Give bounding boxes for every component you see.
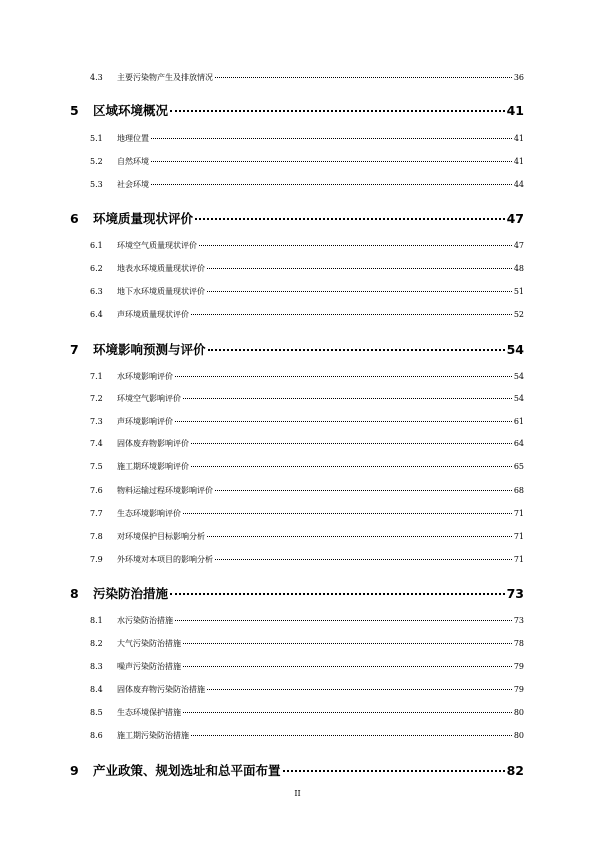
toc-entry-page-number: 65: [513, 462, 524, 471]
dot-leader: [195, 218, 505, 220]
toc-entry-number: 7.4: [90, 439, 103, 448]
toc-chapter-entry[interactable]: [70, 101, 524, 119]
toc-entry-number: 8.5: [90, 708, 103, 717]
toc-entry-page-number: 80: [513, 731, 524, 740]
toc-section-entry[interactable]: [90, 309, 524, 320]
dot-leader: [183, 666, 512, 667]
toc-entry-number: 6.4: [90, 310, 103, 319]
toc-section-entry[interactable]: [90, 416, 524, 427]
toc-section-entry[interactable]: [90, 263, 524, 274]
toc-entry-title: 地表水环境质量现状评价: [117, 264, 205, 273]
toc-entry-page-number: 47: [513, 241, 524, 250]
toc-entry-number: 8.6: [90, 731, 103, 740]
toc-entry-title: 社会环境: [117, 180, 149, 189]
toc-entry-title: 固体废弃物影响评价: [117, 439, 189, 448]
toc-chapter-entry[interactable]: [70, 761, 524, 779]
toc-entry-title: 施工期污染防治措施: [117, 731, 189, 740]
toc-entry-title: 大气污染防治措施: [117, 639, 181, 648]
toc-entry-page-number: 71: [513, 532, 524, 541]
dot-leader: [183, 712, 512, 713]
dot-leader: [183, 398, 512, 399]
toc-entry-page-number: 73: [506, 586, 524, 601]
toc-entry-number: 5.2: [90, 157, 103, 166]
toc-entry-number: 6.2: [90, 264, 103, 273]
toc-entry-number: 7.6: [90, 486, 103, 495]
toc-entry-number: 8: [70, 586, 79, 601]
toc-section-entry[interactable]: [90, 485, 524, 496]
toc-entry-title: 水污染防治措施: [117, 616, 173, 625]
toc-section-entry[interactable]: [90, 508, 524, 519]
toc-entry-number: 7.9: [90, 555, 103, 564]
dot-leader: [183, 513, 512, 514]
toc-section-entry[interactable]: [90, 179, 524, 190]
dot-leader: [208, 349, 505, 351]
toc-entry-page-number: 52: [513, 310, 524, 319]
toc-section-entry[interactable]: [90, 461, 524, 472]
toc-section-entry[interactable]: [90, 286, 524, 297]
toc-entry-page-number: 73: [513, 616, 524, 625]
toc-entry-number: 8.2: [90, 639, 103, 648]
toc-entry-title: 环境质量现状评价: [93, 211, 194, 226]
dot-leader: [215, 559, 512, 560]
toc-entry-title: 产业政策、规划选址和总平面布置: [93, 763, 281, 778]
dot-leader: [183, 643, 512, 644]
toc-entry-title: 噪声污染防治措施: [117, 662, 181, 671]
toc-entry-title: 污染防治措施: [93, 586, 169, 601]
toc-entry-title: 地下水环境质量现状评价: [117, 287, 205, 296]
toc-entry-number: 8.1: [90, 616, 103, 625]
toc-entry-page-number: 79: [513, 685, 524, 694]
toc-entry-page-number: 71: [513, 555, 524, 564]
toc-entry-page-number: 68: [513, 486, 524, 495]
dot-leader: [207, 268, 512, 269]
dot-leader: [215, 77, 512, 78]
toc-entry-number: 5.3: [90, 180, 103, 189]
dot-leader: [283, 770, 505, 772]
toc-entry-number: 6.1: [90, 241, 103, 250]
dot-leader: [191, 443, 512, 444]
dot-leader: [170, 593, 505, 595]
toc-entry-page-number: 61: [513, 417, 524, 426]
toc-entry-title: 地理位置: [117, 134, 149, 143]
toc-entry-title: 生态环境影响评价: [117, 509, 181, 518]
toc-entry-page-number: 54: [506, 342, 524, 357]
toc-entry-title: 环境空气质量现状评价: [117, 241, 197, 250]
toc-entry-number: 7.3: [90, 417, 103, 426]
toc-entry-number: 7.8: [90, 532, 103, 541]
toc-section-entry[interactable]: [90, 371, 524, 382]
toc-entry-title: 生态环境保护措施: [117, 708, 181, 717]
toc-entry-title: 主要污染物产生及排放情况: [117, 73, 213, 82]
toc-entry-number: 7.5: [90, 462, 103, 471]
toc-entry-page-number: 41: [513, 157, 524, 166]
dot-leader: [207, 291, 512, 292]
toc-entry-number: 7.1: [90, 372, 103, 381]
toc-section-entry[interactable]: [90, 615, 524, 626]
toc-section-entry[interactable]: [90, 531, 524, 542]
dot-leader: [199, 245, 512, 246]
dot-leader: [175, 376, 512, 377]
dot-leader: [151, 161, 512, 162]
toc-section-entry[interactable]: [90, 133, 524, 144]
toc-entry-page-number: 64: [513, 439, 524, 448]
toc-entry-number: 7: [70, 342, 79, 357]
toc-entry-page-number: 44: [513, 180, 524, 189]
toc-entry-number: 7.2: [90, 394, 103, 403]
toc-chapter-entry[interactable]: [70, 209, 524, 227]
toc-entry-number: 5.1: [90, 134, 103, 143]
toc-entry-title: 自然环境: [117, 157, 149, 166]
page-footer-number: II: [294, 789, 301, 798]
toc-section-entry[interactable]: [90, 661, 524, 672]
dot-leader: [175, 421, 512, 422]
toc-entry-number: 6.3: [90, 287, 103, 296]
toc-entry-title: 施工期环境影响评价: [117, 462, 189, 471]
toc-entry-title: 声环境影响评价: [117, 417, 173, 426]
dot-leader: [215, 490, 512, 491]
toc-entry-number: 6: [70, 211, 79, 226]
toc-entry-title: 外环境对本项目的影响分析: [117, 555, 213, 564]
toc-entry-page-number: 41: [513, 134, 524, 143]
toc-section-entry[interactable]: [90, 684, 524, 695]
toc-entry-page-number: 82: [506, 763, 524, 778]
dot-leader: [191, 314, 512, 315]
toc-entry-title: 区域环境概况: [93, 103, 169, 118]
dot-leader: [191, 466, 512, 467]
toc-entry-page-number: 51: [513, 287, 524, 296]
dot-leader: [175, 620, 512, 621]
toc-entry-title: 声环境质量现状评价: [117, 310, 189, 319]
toc-entry-title: 对环境保护目标影响分析: [117, 532, 205, 541]
toc-entry-page-number: 71: [513, 509, 524, 518]
dot-leader: [170, 110, 505, 112]
toc-entry-number: 5: [70, 103, 79, 118]
toc-entry-page-number: 48: [513, 264, 524, 273]
toc-entry-page-number: 36: [513, 73, 524, 82]
toc-entry-page-number: 54: [513, 394, 524, 403]
toc-section-entry[interactable]: [90, 730, 524, 741]
toc-entry-page-number: 78: [513, 639, 524, 648]
toc-section-entry[interactable]: [90, 707, 524, 718]
toc-section-entry[interactable]: [90, 554, 524, 565]
toc-entry-page-number: 80: [513, 708, 524, 717]
toc-chapter-entry[interactable]: [70, 340, 524, 358]
toc-section-entry[interactable]: [90, 438, 524, 449]
toc-section-entry[interactable]: [90, 393, 524, 404]
toc-section-entry[interactable]: [90, 72, 524, 83]
toc-section-entry[interactable]: [90, 156, 524, 167]
toc-entry-title: 物料运输过程环境影响评价: [117, 486, 213, 495]
toc-entry-page-number: 47: [506, 211, 524, 226]
toc-entry-page-number: 54: [513, 372, 524, 381]
dot-leader: [207, 689, 512, 690]
dot-leader: [191, 735, 512, 736]
toc-entry-title: 水环境影响评价: [117, 372, 173, 381]
toc-entry-number: 8.4: [90, 685, 103, 694]
toc-entry-number: 7.7: [90, 509, 103, 518]
dot-leader: [151, 184, 512, 185]
dot-leader: [151, 138, 512, 139]
toc-entry-number: 4.3: [90, 73, 103, 82]
toc-entry-title: 环境影响预测与评价: [93, 342, 206, 357]
toc-entry-title: 环境空气影响评价: [117, 394, 181, 403]
toc-entry-number: 8.3: [90, 662, 103, 671]
toc-chapter-entry[interactable]: [70, 584, 524, 602]
toc-entry-page-number: 79: [513, 662, 524, 671]
toc-entry-page-number: 41: [506, 103, 524, 118]
dot-leader: [207, 536, 512, 537]
toc-entry-number: 9: [70, 763, 79, 778]
toc-section-entry[interactable]: [90, 240, 524, 251]
toc-section-entry[interactable]: [90, 638, 524, 649]
toc-entry-title: 固体废弃物污染防治措施: [117, 685, 205, 694]
